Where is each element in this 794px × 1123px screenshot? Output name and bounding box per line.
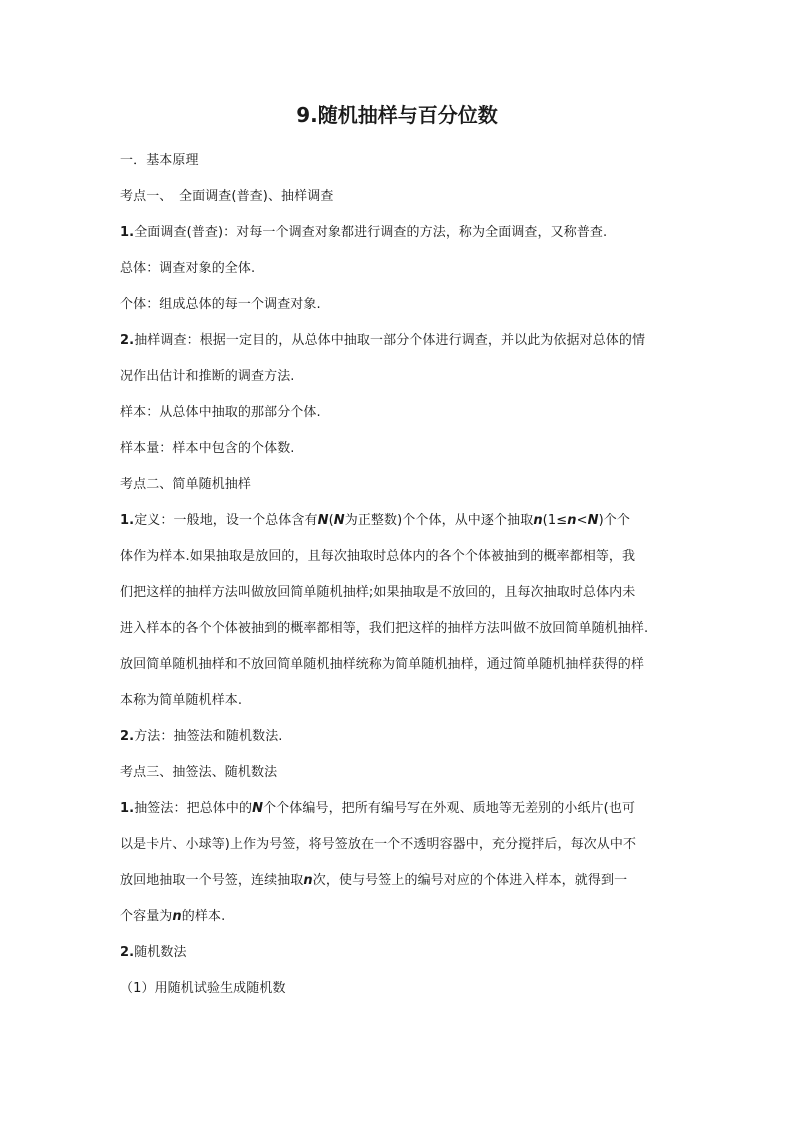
paragraph-definition-cont: 进入样本的各个个体被抽到的概率都相等，我们把这样的抽样方法叫做不放回简单随机抽样. [120, 621, 649, 636]
paragraph-text: 全面调查(普查)：对每一个调查对象都进行调查的方法，称为全面调查，又称普查. [134, 225, 608, 240]
paragraph-lottery-cont [120, 871, 690, 891]
paragraph-definition-cont: 们把这样的抽样方法叫做放回简单随机抽样;如果抽取是不放回的，且每次抽取时总体内未 [120, 585, 636, 600]
text-run: 定义：一般地，设一个总体含有 [134, 513, 318, 528]
item-number: 2. [120, 945, 135, 960]
paragraph-lottery-cont [120, 907, 690, 927]
paragraph-sample-size: 样本量：样本中包含的个体数. [120, 441, 295, 456]
text-run: < [576, 513, 588, 528]
paragraph-lottery-cont: 以是卡片、小球等)上作为号签，将号签放在一个不透明容器中，充分搅拌后，每次从中不 [120, 837, 637, 852]
text-run: )个个 [598, 513, 630, 528]
keypoint-2-heading: 考点二、简单随机抽样 [120, 477, 252, 492]
item-number: 2. [120, 333, 135, 348]
text-run: 放回地抽取一个号签，连续抽取 [120, 873, 304, 888]
text-run: (1≤ [542, 513, 568, 528]
subheading-random-experiment: （1）用随机试验生成随机数 [120, 981, 286, 996]
text-run: 个个体编号，把所有编号写在外观、质地等无差别的小纸片(也可 [263, 801, 636, 816]
math-var-n: n [567, 513, 577, 528]
item-number: 2. [120, 729, 135, 744]
item-number: 1. [120, 801, 135, 816]
text-run: 个容量为 [120, 909, 173, 924]
page-title: 9.随机抽样与百分位数 [296, 103, 498, 127]
item-number: 1. [120, 225, 135, 240]
paragraph-lottery [120, 799, 690, 819]
paragraph-text: 方法：抽签法和随机数法. [134, 729, 283, 744]
paragraph-random-number [120, 943, 690, 963]
paragraph-census [120, 223, 690, 243]
text-run: 抽签法：把总体中的 [134, 801, 253, 816]
paragraph-definition-cont: 放回简单随机抽样和不放回简单随机抽样统称为简单随机抽样，通过简单随机抽样获得的样 [120, 657, 645, 672]
paragraph-text: 随机数法 [134, 945, 187, 960]
paragraph-method [120, 727, 690, 747]
text-run: 次，使与号签上的编号对应的个体进入样本，就得到一 [312, 873, 628, 888]
paragraph-definition [120, 511, 690, 531]
math-var-N: N [587, 513, 599, 528]
math-var-n: n [303, 873, 313, 888]
math-var-n: n [533, 513, 543, 528]
paragraph-individual: 个体：组成总体的每一个调查对象. [120, 297, 321, 312]
math-var-N: N [252, 801, 264, 816]
keypoint-1-heading: 考点一、 全面调查(普查)、抽样调查 [120, 189, 334, 204]
text-run: 的样本. [181, 909, 226, 924]
text-run: 为正整数)个个体，从中逐个抽取 [344, 513, 534, 528]
paragraph-text: 抽样调查：根据一定目的，从总体中抽取一部分个体进行调查，并以此为依据对总体的情 [134, 333, 646, 348]
item-number: 1. [120, 513, 135, 528]
paragraph-sampling-survey [120, 331, 690, 351]
paragraph-definition-cont: 本称为简单随机样本. [120, 693, 243, 708]
text-run: ( [328, 513, 334, 528]
math-var-N: N [317, 513, 329, 528]
paragraph-sampling-survey-cont: 况作出估计和推断的调查方法. [120, 369, 295, 384]
paragraph-population: 总体：调查对象的全体. [120, 261, 256, 276]
math-var-n: n [172, 909, 182, 924]
math-var-N: N [333, 513, 345, 528]
keypoint-3-heading: 考点三、抽签法、随机数法 [120, 765, 278, 780]
paragraph-sample: 样本：从总体中抽取的那部分个体. [120, 405, 321, 420]
paragraph-definition-cont: 体作为样本.如果抽取是放回的，且每次抽取时总体内的各个个体被抽到的概率都相等，我 [120, 549, 636, 564]
section-heading: 一．基本原理 [120, 153, 199, 168]
